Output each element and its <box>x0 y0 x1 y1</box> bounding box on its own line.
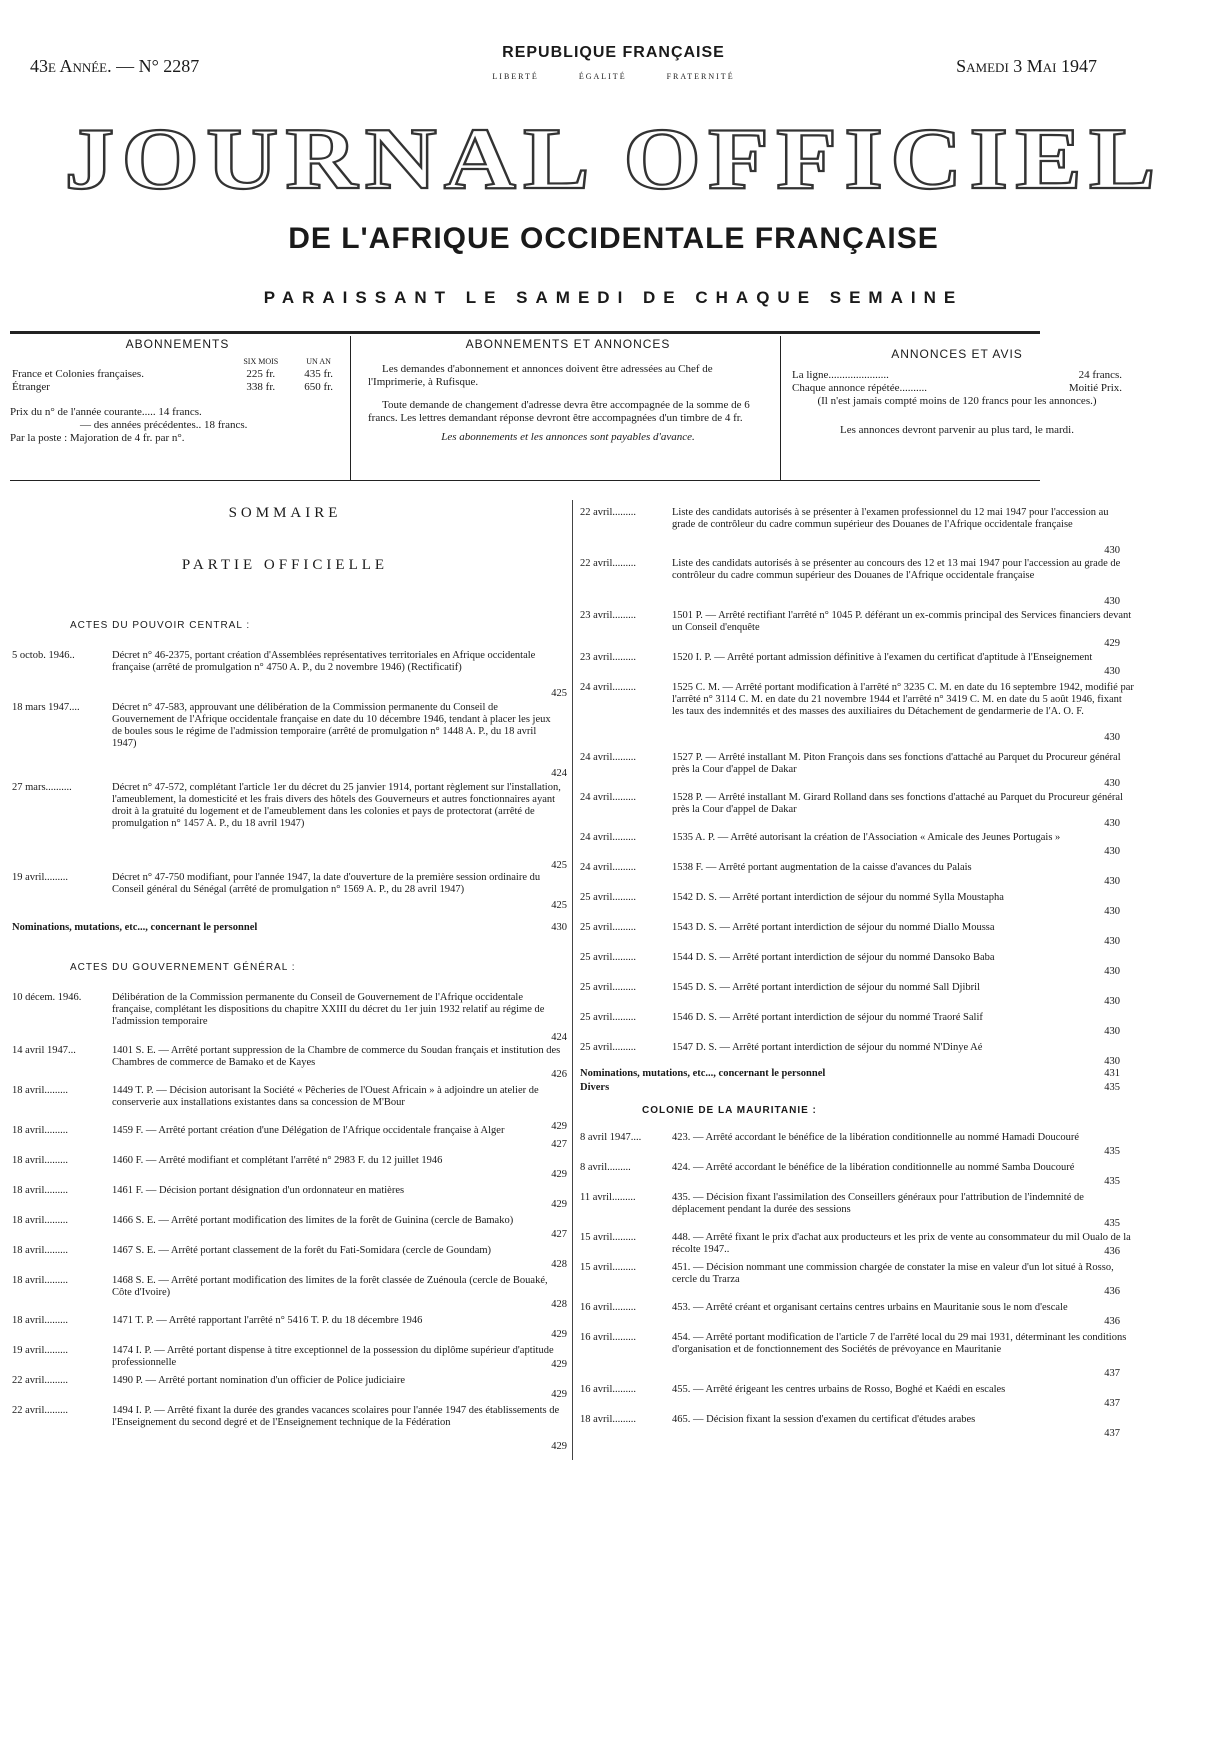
list-item <box>580 558 1120 608</box>
issue-date: Samedi 3 Mai 1947 <box>956 56 1097 76</box>
box-bottom-rule <box>10 480 1040 481</box>
entry-page: 429 <box>551 1169 567 1180</box>
list-item <box>12 650 567 700</box>
list-item <box>580 922 1120 948</box>
list-item <box>580 892 1120 918</box>
journal-title: JOURNAL OFFICIEL <box>64 109 1163 208</box>
list-item <box>580 832 1120 858</box>
entry-page: 437 <box>1104 1428 1120 1439</box>
entry-text: Nominations, mutations, etc..., concernant le personnel <box>12 922 258 933</box>
entry-text: 465. — Décision fixant la session d'examen du certificat d'études arabes <box>672 1414 976 1425</box>
list-item <box>580 1414 1120 1440</box>
entry-date: 22 avril......... <box>580 558 636 569</box>
entry-date: 18 avril......... <box>12 1185 68 1196</box>
table-row: France et Colonies françaises. 225 fr. 435 fr. <box>12 368 333 380</box>
entry-date: 8 avril......... <box>580 1162 631 1173</box>
motto-fraternite: FRATERNITÉ <box>666 72 735 81</box>
list-item <box>12 992 567 1044</box>
entry-date: 16 avril......... <box>580 1332 636 1343</box>
entry-page: 431 <box>1104 1068 1120 1079</box>
entry-date: 25 avril......... <box>580 892 636 903</box>
entry-text: 1501 P. — Arrêté rectifiant l'arrêté n° 1045 P. déférant un ex-commis principal des Services financiers devant un Conseil d'enquête <box>672 610 1132 633</box>
entry-date: 23 avril......... <box>580 610 636 621</box>
subscription-table <box>10 355 345 394</box>
entry-text: Délibération de la Commission permanente du Conseil de Gouvernement de l'Afrique occidentale française, complétant les dispositions du chapitre XXIII du décret du 1er juin 1932 relatif au régime de l'admission temporaire <box>112 992 545 1027</box>
entry-date: 18 avril......... <box>12 1315 68 1326</box>
entry-text: 423. — Arrêté accordant le bénéfice de la libération conditionnelle au nommé Hamadi Doucouré <box>672 1132 1080 1143</box>
subscriptions-heading: ABONNEMENTS <box>125 337 230 351</box>
list-item <box>580 652 1120 678</box>
list-item <box>580 1012 1120 1038</box>
entry-date: 14 avril 1947... <box>12 1045 76 1056</box>
entry-text: 1471 T. P. — Arrêté rapportant l'arrêté n° 5416 T. P. du 18 décembre 1946 <box>112 1315 423 1326</box>
entry-page: 429 <box>551 1389 567 1400</box>
subscriptions-box <box>10 338 345 478</box>
entry-text: 1525 C. M. — Arrêté portant modification à l'arrêté n° 3235 C. M. en date du 16 septembre 1942, modifié par l'arrêté n° 3114 C. M. en date du 21 novembre 1944 et l'arrêté n° 3419 C. M. en date du 5 août 1946, fixant les taux des indemnités et des masses des auxiliaires du Détachement de gendarmerie de l'A. O. F. <box>672 682 1134 717</box>
repeat-price: Chaque annonce répétée.......... Moitié Prix. <box>792 382 1122 394</box>
entry-page: 425 <box>551 688 567 699</box>
entry-date: 8 avril 1947.... <box>580 1132 642 1143</box>
entry-text: 1535 A. P. — Arrêté autorisant la création de l'Association « Amicale des Jeunes Portugais » <box>672 832 1061 843</box>
entry-page: 430 <box>1104 1026 1120 1037</box>
entry-date: 18 avril......... <box>12 1275 68 1286</box>
list-item <box>12 872 567 912</box>
list-item <box>580 1262 1120 1298</box>
list-item <box>12 1315 567 1341</box>
entry-page: 424 <box>551 768 567 779</box>
price-previous: — des années précédentes.. 18 francs. <box>80 419 248 431</box>
entry-text: 1490 P. — Arrêté portant nomination d'un officier de Police judiciaire <box>112 1375 406 1386</box>
list-item <box>12 1155 567 1181</box>
column-divider <box>572 500 573 1460</box>
entry-text: 1474 I. P. — Arrêté portant dispense à titre exceptionnel de la possession du diplôme supérieur d'aptitude professionnelle <box>112 1345 554 1368</box>
entry-date: 25 avril......... <box>580 1012 636 1023</box>
list-item <box>580 1162 1120 1188</box>
entry-date: 18 avril......... <box>12 1125 68 1136</box>
entry-page: 430 <box>1104 818 1120 829</box>
entry-page: 437 <box>1104 1398 1120 1409</box>
list-item <box>580 1082 1120 1094</box>
entry-page: 430 <box>1104 906 1120 917</box>
entry-text: 1466 S. E. — Arrêté portant modification des limites de la forêt de Guinina (cercle de Bamako) <box>112 1215 514 1226</box>
entry-date: 10 décem. 1946. <box>12 992 82 1003</box>
entry-date: 19 avril......... <box>12 872 68 883</box>
deadline-note: Les annonces devront parvenir au plus tard, le mardi. <box>840 424 1074 436</box>
list-item <box>580 1384 1120 1410</box>
republic-label: REPUBLIQUE FRANÇAISE <box>502 44 725 61</box>
list-item <box>580 1132 1120 1158</box>
entry-page: 429 <box>551 1199 567 1210</box>
entry-date: 25 avril......... <box>580 982 636 993</box>
ads-center-p1: Les demandes d'abonnement et annonces doivent être adressées au Chef de l'Imprimerie, à Rufisque. <box>368 363 713 388</box>
ads-right-box <box>792 338 1122 478</box>
entry-text: 454. — Arrêté portant modification de l'article 7 de l'arrêté local du 29 mai 1931, déterminant les conditions d'organisation et de fonctionnement des Sociétés de prévoyance en Mauritanie <box>672 1332 1127 1355</box>
list-item <box>580 1068 1120 1080</box>
entry-page: 430 <box>1104 1056 1120 1067</box>
entry-text: 1542 D. S. — Arrêté portant interdiction de séjour du nommé Sylla Moustapha <box>672 892 1004 903</box>
list-item <box>580 1192 1120 1230</box>
list-item <box>580 1302 1120 1328</box>
list-item <box>12 782 567 872</box>
entry-page: 430 <box>1104 876 1120 887</box>
entry-text: Nominations, mutations, etc..., concernant le personnel <box>580 1068 826 1079</box>
list-item <box>580 862 1120 888</box>
entry-text: 455. — Arrêté érigeant les centres urbains de Rosso, Boghé et Kaédi en escales <box>672 1384 1006 1395</box>
list-item <box>12 1185 567 1211</box>
entry-page: 430 <box>1104 966 1120 977</box>
entry-page: 429 <box>551 1359 567 1370</box>
entry-date: 18 avril......... <box>12 1215 68 1226</box>
entry-text: Décret n° 47-750 modifiant, pour l'année 1947, la date d'ouverture de la première session ordinaire du Conseil général du Sénégal (arrêté de promulgation n° 1569 A. P., du 28 avril 1947) <box>112 872 541 895</box>
entry-text: 1468 S. E. — Arrêté portant modification des limites de la forêt classée de Zuénoula (cercle de Bouaké, Côte d'Ivoire) <box>112 1275 548 1298</box>
entry-text: 1547 D. S. — Arrêté portant interdiction de séjour du nommé N'Dinye Aé <box>672 1042 983 1053</box>
list-item <box>580 792 1123 830</box>
entry-page: 430 <box>1104 778 1120 789</box>
entry-date: 24 avril......... <box>580 792 636 803</box>
ads-center-heading: ABONNEMENTS ET ANNONCES <box>465 337 671 351</box>
entry-page: 435 <box>1104 1218 1120 1229</box>
col-six-months: SIX MOIS <box>243 357 279 366</box>
list-item <box>580 507 1120 557</box>
section-mauritanie: COLONIE DE LA MAURITANIE : <box>642 1105 817 1116</box>
entry-date: 22 avril......... <box>580 507 636 518</box>
entry-page: 426 <box>551 1069 567 1080</box>
section-gouvernement-general: ACTES DU GOUVERNEMENT GÉNÉRAL : <box>70 962 296 973</box>
entry-date: 5 octob. 1946.. <box>12 650 75 661</box>
entry-text: 1545 D. S. — Arrêté portant interdiction de séjour du nommé Sall Djibril <box>672 982 980 993</box>
entry-page: 429 <box>1104 638 1120 649</box>
entry-date: 25 avril......... <box>580 922 636 933</box>
entry-page: 435 <box>1104 1082 1120 1093</box>
entry-date: 18 avril......... <box>12 1085 68 1096</box>
ads-right-heading: ANNONCES ET AVIS <box>891 347 1023 361</box>
entry-date: 27 mars.......... <box>12 782 72 793</box>
list-item <box>580 610 1132 650</box>
entry-page: 430 <box>1104 996 1120 1007</box>
entry-page: 430 <box>1104 846 1120 857</box>
line-price: La ligne...................... 24 francs. <box>792 369 1122 381</box>
entry-page: 429 <box>551 1329 567 1340</box>
list-item <box>12 1125 567 1151</box>
motto-egalite: ÉGALITÉ <box>578 72 627 81</box>
issue-number: 43e Année. — N° 2287 <box>30 56 200 76</box>
entry-date: 24 avril......... <box>580 682 636 693</box>
entry-page: 436 <box>1104 1316 1120 1327</box>
journal-subtitle: DE L'AFRIQUE OCCIDENTALE FRANÇAISE <box>288 222 939 255</box>
entry-text: 451. — Décision nommant une commission chargée de constater la mise en valeur d'un lot situé à Rosso, cercle du Trarza <box>672 1262 1114 1285</box>
entry-date: 24 avril......... <box>580 752 636 763</box>
entry-text: 1543 D. S. — Arrêté portant interdiction de séjour du nommé Diallo Moussa <box>672 922 995 933</box>
entry-page: 429 <box>551 1441 567 1452</box>
list-item <box>12 702 567 780</box>
entry-page: 430 <box>1104 936 1120 947</box>
list-item <box>12 1215 567 1241</box>
sommaire-title: SOMMAIRE <box>228 505 342 521</box>
entry-date: 25 avril......... <box>580 1042 636 1053</box>
entry-text: 424. — Arrêté accordant le bénéfice de la libération conditionnelle au nommé Samba Doucouré <box>672 1162 1075 1173</box>
entry-page: 430 <box>1104 545 1120 556</box>
entry-text: 1467 S. E. — Arrêté portant classement de la forêt du Fati-Somidara (cercle de Goundam) <box>112 1245 492 1256</box>
entry-text: 1538 F. — Arrêté portant augmentation de la caisse d'avances du Palais <box>672 862 972 873</box>
table-row: Étranger 338 fr. 650 fr. <box>12 381 333 393</box>
section-pouvoir-central: ACTES DU POUVOIR CENTRAL : <box>70 620 251 631</box>
entry-text: 1546 D. S. — Arrêté portant interdiction de séjour du nommé Traoré Salif <box>672 1012 983 1023</box>
entry-page: 425 <box>551 860 567 871</box>
entry-text: Décret n° 46-2375, portant création d'Assemblées représentatives territoriales en Afrique occidentale française (arrêté de promulgation n° 4750 A. P., du 2 novembre 1946) (Rectificatif) <box>112 650 536 673</box>
entry-date: 16 avril......... <box>580 1384 636 1395</box>
price-current: Prix du n° de l'année courante..... 14 francs. <box>10 406 202 418</box>
minimum-note: (Il n'est jamais compté moins de 120 francs pour les annonces.) <box>817 395 1097 407</box>
entry-text: 1494 I. P. — Arrêté fixant la durée des grandes vacances scolaires pour l'année 1947 des établissements de l'Enseignement du second degré et de l'Enseignement technique de la Fédération <box>112 1405 560 1428</box>
list-item <box>580 1232 1131 1258</box>
entry-page: 428 <box>551 1299 567 1310</box>
list-item <box>580 682 1134 744</box>
entry-text: 1520 I. P. — Arrêté portant admission définitive à l'examen du certificat d'aptitude à l'Enseignement <box>672 652 1093 663</box>
list-item <box>12 1045 567 1081</box>
entry-page: 436 <box>1104 1286 1120 1297</box>
entry-text: 1544 D. S. — Arrêté portant interdiction de séjour du nommé Dansoko Baba <box>672 952 995 963</box>
entry-text: Liste des candidats autorisés à se présenter à l'examen professionnel du 12 mai 1947 pour l'accession au grade de contrôleur du cadre commun supérieur des Douanes de l'Afrique occidentale française <box>672 507 1109 530</box>
entry-date: 18 avril......... <box>580 1414 636 1425</box>
entry-page: 437 <box>1104 1368 1120 1379</box>
entry-page: 435 <box>1104 1176 1120 1187</box>
entry-date: 19 avril......... <box>12 1345 68 1356</box>
entry-text: 1459 F. — Arrêté portant création d'une Délégation de l'Afrique occidentale française à Alger <box>112 1125 505 1136</box>
entry-text: Liste des candidats autorisés à se présenter au concours des 12 et 13 mai 1947 pour l'accession au grade de contrôleur du cadre commun supérieur des Douanes de l'Afrique occidentale française <box>672 558 1121 581</box>
entry-text: 1449 T. P. — Décision autorisant la Société « Pêcheries de l'Ouest Africain » à adjoindre un atelier de conserverie aux installations existantes dans sa concession de M'Bour <box>112 1085 539 1108</box>
list-item <box>12 1375 567 1401</box>
ads-center-box <box>368 338 768 478</box>
list-item <box>580 982 1120 1008</box>
entry-page: 425 <box>551 900 567 911</box>
entry-page: 435 <box>1104 1146 1120 1157</box>
entry-page: 430 <box>551 922 567 933</box>
entry-page: 436 <box>1104 1246 1120 1257</box>
entry-page: 427 <box>551 1139 567 1150</box>
entry-date: 18 avril......... <box>12 1155 68 1166</box>
entry-page: 430 <box>1104 732 1120 743</box>
journal-tagline: PARAISSANT LE SAMEDI DE CHAQUE SEMAINE <box>263 288 964 307</box>
box-divider-1 <box>350 336 351 480</box>
entry-date: 24 avril......... <box>580 832 636 843</box>
list-item <box>12 1405 567 1453</box>
list-item <box>580 952 1120 978</box>
entry-date: 15 avril......... <box>580 1262 636 1273</box>
list-item <box>580 752 1120 790</box>
entry-date: 11 avril......... <box>580 1192 636 1203</box>
entry-text: 1527 P. — Arrêté installant M. Piton François dans ses fonctions d'attaché au Parquet du Procureur général près la Cour d'appel de Dakar <box>672 752 1121 775</box>
entry-date: 18 avril......... <box>12 1245 68 1256</box>
list-item <box>12 1345 567 1371</box>
entry-text: Décret n° 47-583, approuvant une délibération de la Commission permanente du Conseil de Gouvernement de l'Afrique occidentale française en date du 10 décembre 1946, tendant à placer les jeux de boules sous le régime de l'admission temporaire (arrêté de promulgation n° 1448 A. P., du 18 avril 1947) <box>112 702 551 749</box>
entry-date: 18 mars 1947.... <box>12 702 80 713</box>
entry-page: 428 <box>551 1259 567 1270</box>
entry-date: 25 avril......... <box>580 952 636 963</box>
entry-text: Décret n° 47-572, complétant l'article 1er du décret du 25 janvier 1914, portant règlement sur l'installation, l'ameublement, la domesticité et les frais divers des hôtels des Gouverneurs et autres fonctionnaires ayant droit à la gratuité du logement et de l'ameublement dans les colonies et pays de protectorat (arrêté de promulgation n° 1457 A. P., du 18 avril 1947) <box>112 782 561 829</box>
ads-center-p2: Toute demande de changement d'adresse devra être accompagnée de la somme de 6 francs. Les lettres demandant réponse devront être accompagnées d'un timbre de 4 fr. <box>368 399 750 424</box>
entry-date: 22 avril......... <box>12 1375 68 1386</box>
list-item <box>12 922 567 934</box>
list-item <box>580 1332 1127 1380</box>
partie-officielle: PARTIE OFFICIELLE <box>181 557 389 573</box>
entry-text: 1401 S. E. — Arrêté portant suppression de la Chambre de commerce du Soudan français et institution des Chambres de commerce de Bamako et de Kayes <box>112 1045 561 1068</box>
col-one-year: UN AN <box>306 357 331 366</box>
entry-page: 427 <box>551 1229 567 1240</box>
entry-date: 22 avril......... <box>12 1405 68 1416</box>
entry-date: 24 avril......... <box>580 862 636 873</box>
list-item <box>12 1275 567 1311</box>
entry-page: 429 <box>551 1121 567 1132</box>
entry-page: 430 <box>1104 666 1120 677</box>
entry-date: 15 avril......... <box>580 1232 636 1243</box>
postage-note: Par la poste : Majoration de 4 fr. par n°. <box>10 432 185 444</box>
list-item <box>580 1042 1120 1068</box>
box-divider-2 <box>780 336 781 480</box>
entry-page: 430 <box>1104 596 1120 607</box>
entry-text: 453. — Arrêté créant et organisant certains centres urbains en Mauritanie sous le nom d'escale <box>672 1302 1068 1313</box>
ads-center-p3: Les abonnements et les annonces sont payables d'avance. <box>441 431 695 443</box>
header-rule <box>10 331 1040 334</box>
entry-page: 424 <box>551 1032 567 1043</box>
entry-text: 1461 F. — Décision portant désignation d'un ordonnateur en matières <box>112 1185 405 1196</box>
list-item <box>12 1245 567 1271</box>
motto-liberte: LIBERTÉ <box>492 72 539 81</box>
entry-text: 1528 P. — Arrêté installant M. Girard Rolland dans ses fonctions d'attaché au Parquet du Procureur général près la Cour d'appel de Dakar <box>672 792 1123 815</box>
entry-text: 435. — Décision fixant l'assimilation des Conseillers généraux pour l'attribution de l'indemnité de déplacement pendant la durée des sessions <box>672 1192 1084 1215</box>
entry-date: 23 avril......... <box>580 652 636 663</box>
entry-text: 448. — Arrêté fixant le prix d'achat aux producteurs et les prix de vente au consommateur du mil Oualo de la récolte 1947.. <box>672 1232 1131 1255</box>
entry-date: 16 avril......... <box>580 1302 636 1313</box>
entry-text: Divers <box>580 1082 610 1093</box>
entry-text: 1460 F. — Arrêté modifiant et complétant l'arrêté n° 2983 F. du 12 juillet 1946 <box>112 1155 443 1166</box>
